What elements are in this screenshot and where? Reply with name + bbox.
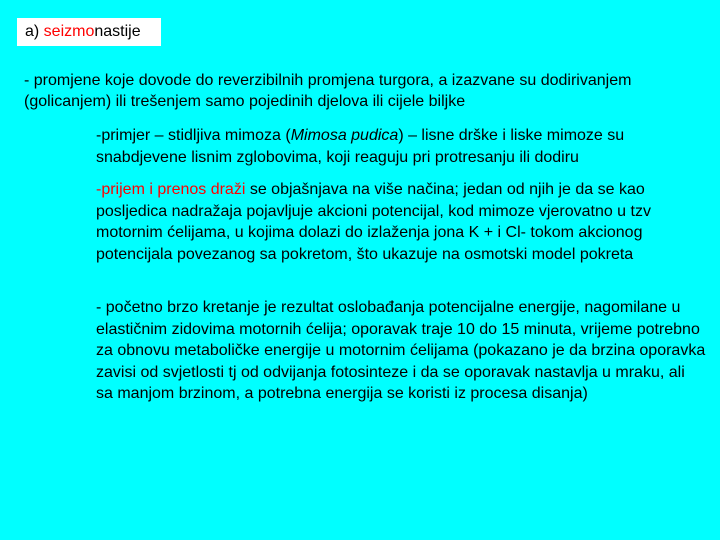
mechanism-paragraph [96, 179, 706, 265]
section-title [17, 18, 161, 46]
title-suffix: nastije [94, 23, 141, 40]
title-prefix: a) [25, 23, 44, 40]
title-highlight: seizmo [43, 23, 95, 40]
mechanism-text: se objašnjava na više načina; jedan od njih je da se kao posljedica nadražaja pojavljuje akcioni potencijal, kod mimoze vjerovatno u tzv motornim ćelijama, u kojima dolazi do izlaženja jona K + i Cl- tokom akcionog potencijala povezanog sa pokretom, što ukazuje na osmotski model pokreta [96, 181, 651, 263]
example-before: -primjer – stidljiva mimoza ( [96, 127, 291, 144]
example-after: ) – lisne drške i liske mimoze su snabdjevene lisnim zglobovima, koji reaguju pri protresanju ili dodiru [96, 127, 625, 166]
example-species: Mimosa pudica [290, 127, 399, 144]
intro-paragraph: - promjene koje dovode do reverzibilnih promjena turgora, a izazvane su dodirivanjem (golicanjem) ili trešenjem samo pojedinih djelova ili cijele biljke [24, 72, 632, 110]
recovery-paragraph: - početno brzo kretanje je rezultat oslobađanja potencijalne energije, nagomilane u elastičnim zidovima motornih ćelija; oporavak traje 10 do 15 minuta, vrijeme potrebno za obnovu metaboličke energije u motornim ćelijama (pokazano je da brzina oporavka zavisi od svjetlosti tj od odvijanja fotosinteze i da se oporavak nastavlja u mraku, ali sa manjom brzinom, a potrebna energija se koristi iz procesa disanja) [96, 299, 706, 402]
mechanism-highlight: -prijem i prenos draži [96, 181, 246, 198]
example-paragraph [96, 125, 706, 168]
